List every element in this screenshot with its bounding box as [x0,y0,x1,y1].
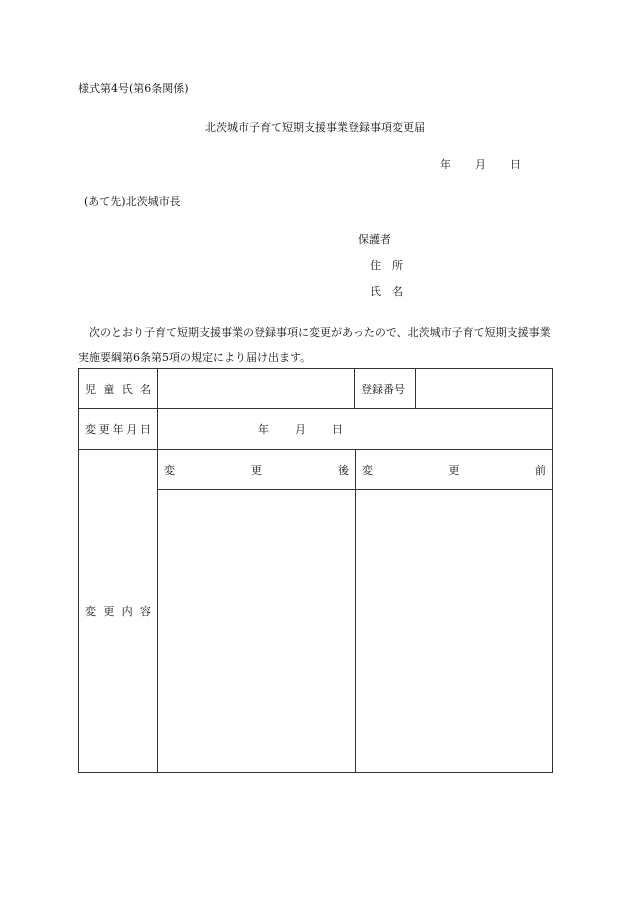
change-date-field[interactable]: 年 月 日 [158,409,553,450]
day-label: 日 [510,158,521,171]
body-text: 次のとおり子育て短期支援事業の登録事項に変更があったので、北茨城市子育て短期支援事業実施要綱第6条第5項の規定により届け出ます。 [78,326,551,364]
guardian-label: 保護者 [358,233,391,246]
before-change-column [356,450,552,772]
change-date-label-cell: 変 更 年 月 日 [79,409,158,450]
registration-number-label: 登録番号 [355,369,416,409]
change-details-label-cell: 変 更 内 容 [79,450,158,773]
child-name-field[interactable] [158,369,355,409]
month-label: 月 [475,158,486,171]
form-number: 様式第4号(第6条関係) [78,82,189,95]
after-change-column [158,450,356,772]
before-change-header: 変 更 前 [356,450,552,490]
document-title: 北茨城市子育て短期支援事業登録事項変更届 [205,121,425,134]
address-label: 住 所 [370,259,403,272]
name-label: 氏 名 [370,285,403,298]
after-change-field[interactable] [158,490,355,772]
after-change-header: 変 更 後 [158,450,355,490]
submission-date [440,156,521,172]
addressee: (あて先)北茨城市長 [84,195,181,208]
change-form-table [78,368,553,773]
year-label: 年 [440,158,451,171]
child-name-label-cell: 児 童 氏 名 [79,369,158,409]
before-change-field[interactable] [356,490,552,772]
registration-number-field[interactable] [416,369,553,409]
